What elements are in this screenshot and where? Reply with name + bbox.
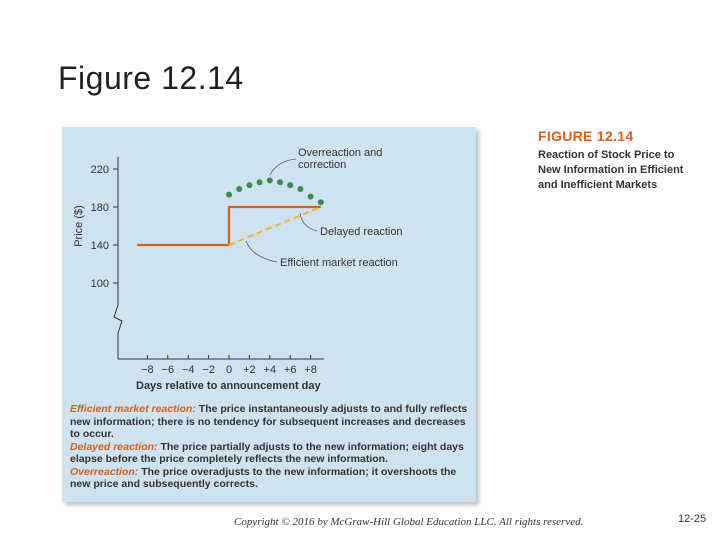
caption-term: Efficient market reaction:	[70, 403, 196, 415]
annotation-overreaction: Overreaction and	[298, 147, 383, 159]
copyright-notice: Copyright © 2016 by McGraw-Hill Global Education LLC. All rights reserved.	[234, 516, 584, 528]
x-tick-label: +2	[243, 364, 256, 376]
x-tick-label: +8	[304, 364, 317, 376]
callout-overreaction	[270, 159, 296, 175]
series-overreaction-point	[267, 177, 273, 183]
x-tick-label: −6	[161, 364, 175, 376]
y-tick-label: 220	[90, 164, 109, 176]
callout-delayed	[300, 213, 317, 231]
y-tick-label: 180	[90, 202, 109, 214]
series-overreaction-point	[277, 179, 283, 185]
figure-label	[538, 128, 688, 193]
figure-caption	[70, 403, 470, 491]
x-axis-label: Days relative to announcement day	[136, 380, 321, 392]
series-overreaction-point	[257, 179, 263, 185]
y-axis-label: Price ($)	[73, 205, 85, 247]
figure-description: Reaction of Stock Price to New Information in Efficient and Inefficient Markets	[538, 149, 684, 191]
y-tick-label: 100	[90, 278, 109, 290]
series-overreaction-point	[318, 199, 324, 205]
x-tick-label: +6	[283, 364, 297, 376]
caption-text: The price partially adjusts to the new information; eight days elapse before the price completely reflects the new information.	[70, 440, 464, 465]
series-efficient-line	[137, 207, 321, 245]
x-tick-label: −2	[202, 364, 215, 376]
series-overreaction-point	[226, 192, 232, 198]
caption-term: Delayed reaction:	[70, 440, 158, 453]
reaction-chart	[62, 127, 476, 399]
series-overreaction-point	[297, 186, 303, 192]
series-overreaction-point	[287, 182, 293, 188]
caption-efficient	[70, 403, 470, 441]
caption-overreaction	[70, 466, 470, 491]
figure-number: FIGURE 12.14	[538, 128, 634, 144]
y-tick-label: 140	[90, 240, 109, 252]
x-tick-label: −4	[181, 364, 195, 376]
series-overreaction-point	[246, 182, 252, 188]
series-overreaction-point	[236, 186, 242, 192]
axis-break-mark	[114, 305, 122, 333]
callout-efficient	[246, 241, 277, 262]
annotation-efficient: Efficient market reaction	[280, 257, 398, 269]
caption-text: The price instantaneously adjusts to and fully reflects new information; there is no tendency for subsequent increases and decreases to occur.	[70, 403, 468, 440]
figure-panel	[62, 127, 476, 502]
series-overreaction-point	[308, 194, 314, 200]
x-tick-label: −8	[141, 364, 154, 376]
x-tick-label: 0	[225, 364, 233, 376]
annotation-overreaction-line2: correction	[298, 159, 347, 171]
page-number: 12-25	[678, 513, 707, 525]
caption-text: The price overadjusts to the new information; it overshoots the new price and subsequently corrects.	[70, 465, 457, 490]
caption-delayed	[70, 441, 470, 466]
annotation-delayed: Delayed reaction	[320, 226, 403, 238]
slide-title: Figure 12.14	[58, 60, 244, 96]
caption-term: Overreaction:	[70, 465, 139, 478]
x-tick-label: +4	[263, 364, 277, 376]
